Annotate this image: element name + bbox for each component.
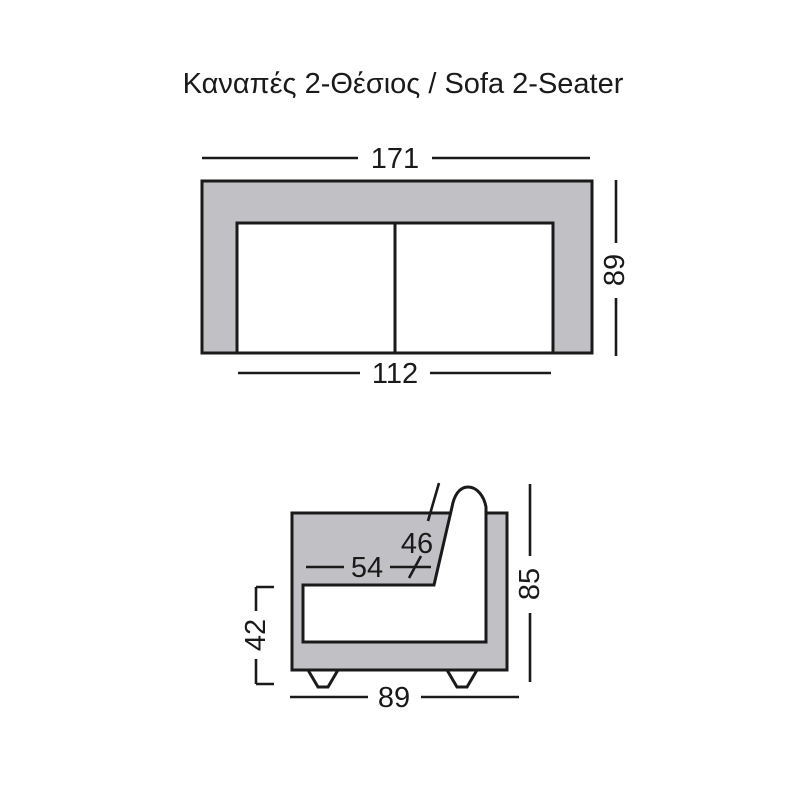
front-leg: [308, 670, 338, 687]
dim-label-seat-depth: 54: [350, 552, 384, 584]
dim-label-overall-depth: 89: [599, 253, 631, 287]
back-leg: [447, 670, 477, 687]
top-view: [202, 143, 631, 390]
dim-label-seat-height: 42: [240, 618, 272, 652]
side-view: [240, 483, 546, 714]
dim-label-seat-width: 112: [371, 358, 419, 390]
dim-label-overall-width: 171: [370, 143, 420, 175]
dim-label-overall-height: 85: [514, 567, 546, 601]
dim-label-side-depth: 89: [377, 682, 411, 714]
dim-label-backrest-depth: 46: [400, 528, 434, 560]
page-title: Καναπές 2-Θέσιος / Sofa 2-Seater: [182, 68, 624, 100]
